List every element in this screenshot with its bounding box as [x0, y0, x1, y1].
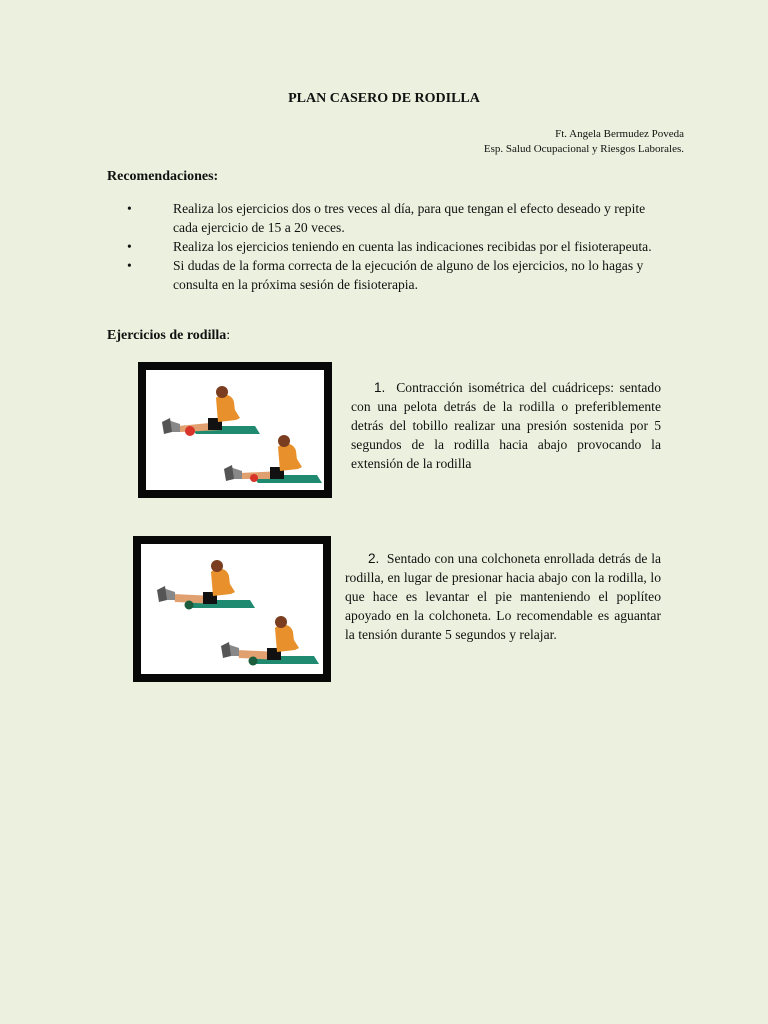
head — [211, 560, 223, 572]
seated-figure-top — [162, 386, 260, 436]
recommendations-heading: Recomendaciones: — [107, 169, 219, 184]
red-ball — [185, 426, 195, 436]
head — [278, 435, 290, 447]
shoe — [221, 642, 231, 658]
exercise-1-description — [351, 378, 661, 473]
rolled-mat — [249, 657, 258, 666]
list-item — [107, 199, 660, 237]
exercise-2-image — [133, 536, 331, 682]
recommendations-list — [107, 199, 660, 294]
exercises-heading-colon: : — [226, 328, 231, 343]
bullet: • — [127, 201, 132, 216]
shoe — [157, 586, 167, 602]
rolled-mat — [185, 601, 194, 610]
exercises-heading-text: Ejercicios de rodilla — [107, 328, 227, 343]
author-name: Ft. Angela Bermudez Poveda — [555, 128, 684, 140]
seated-figure-top — [157, 560, 255, 610]
shoe — [224, 465, 234, 481]
bullet: • — [127, 239, 132, 254]
exercise-1-image — [138, 362, 332, 498]
head — [275, 616, 287, 628]
exercise-1-image-canvas — [146, 370, 324, 490]
exercises-heading — [107, 328, 230, 344]
exercise-2-image-canvas — [141, 544, 323, 674]
seated-figure-bottom — [224, 435, 322, 483]
list-item — [107, 237, 660, 256]
bullet: • — [127, 258, 132, 273]
exercise-1-number: 1. — [374, 380, 386, 395]
list-item — [107, 256, 660, 294]
recommendation-text: Si dudas de la forma correcta de la ejecución de alguno de los ejercicios, no lo hagas y consulta en la próxima sesión de fisioterapia. — [173, 258, 644, 292]
exercise-2-illustration — [141, 544, 323, 674]
exercise-2-text: Sentado con una colchoneta enrollada detrás de la rodilla, en lugar de presionar hacia abajo con la rodilla, lo que hace es levantar el pie manteniendo el poplíteo apoyado en la colchoneta. Lo recomendable es aguantar la tensión durante 5 segundos y relajar. — [345, 551, 662, 642]
exercise-2-description — [345, 549, 661, 644]
exercise-1-illustration — [146, 370, 324, 490]
seated-figure-bottom — [221, 616, 319, 666]
author-block — [484, 127, 684, 157]
page-title: PLAN CASERO DE RODILLA — [288, 91, 480, 106]
shoe — [162, 418, 172, 434]
recommendation-text: Realiza los ejercicios teniendo en cuenta las indicaciones recibidas por el fisioterapeuta. — [173, 239, 652, 254]
exercise-2-number: 2. — [368, 551, 380, 566]
red-ball — [250, 474, 258, 482]
head — [216, 386, 228, 398]
author-title: Esp. Salud Ocupacional y Riesgos Laborales. — [483, 143, 684, 155]
exercise-1-text: Contracción isométrica del cuádriceps: sentado con una pelota detrás de la rodilla o preferiblemente detrás del tobillo realizar una presión sostenida por 5 segundos de la rodilla hacia abajo provocando la extensión de la rodilla — [351, 380, 661, 471]
recommendation-text: Realiza los ejercicios dos o tres veces al día, para que tengan el efecto deseado y repite cada ejercicio de 15 a 20 veces. — [173, 201, 646, 235]
